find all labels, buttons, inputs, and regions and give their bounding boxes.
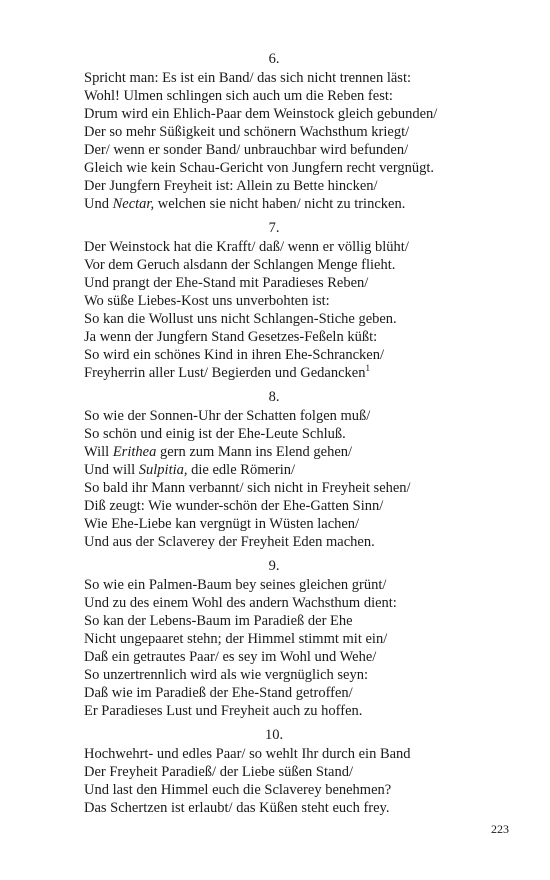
verse-line: [84, 533, 484, 551]
verse-text: Hochwehrt- und edles Paar/ so wehlt Ihr durch ein Band: [84, 746, 411, 762]
verse-text: welchen sie nicht haben/ nicht zu trincken.: [154, 196, 406, 212]
verse-text: Wo süße Liebes-Kost uns unverbohten ist:: [84, 293, 330, 309]
verse-line: [84, 141, 484, 159]
page-number: 223: [491, 822, 509, 836]
verse-line: [84, 159, 484, 177]
verse-line: [84, 461, 484, 479]
stanza: [84, 50, 484, 213]
verse-line: [84, 612, 484, 630]
verse-text: Der Freyheit Paradieß/ der Liebe süßen Stand/: [84, 764, 353, 780]
stanza-number: 10.: [264, 727, 284, 743]
verse-line: [84, 292, 484, 310]
verse-text: So wie der Sonnen-Uhr der Schatten folgen muß/: [84, 408, 371, 424]
verse-text: So kan der Lebens-Baum im Paradieß der Ehe: [84, 613, 353, 629]
stanza-number: 8.: [268, 389, 280, 405]
verse-line: [84, 745, 484, 763]
verse-text: gern zum Mann ins Elend gehen/: [156, 444, 353, 460]
verse-line: [84, 195, 484, 213]
italic-name: Erithea: [112, 444, 157, 460]
verse-text: Daß ein getrautes Paar/ es sey im Wohl und Wehe/: [84, 649, 377, 665]
verse-line: [84, 364, 484, 382]
verse-line: [84, 497, 484, 515]
italic-name: Nectar,: [112, 196, 155, 212]
verse-line: [84, 256, 484, 274]
verse-line: [84, 479, 484, 497]
stanza: [84, 726, 484, 817]
verse-text: Nicht ungepaaret stehn; der Himmel stimmt mit ein/: [84, 631, 388, 647]
verse-text: So unzertrennlich wird als wie vergnüglich seyn:: [84, 667, 369, 683]
stanza: [84, 557, 484, 720]
verse-text: Will: [84, 444, 113, 460]
verse-line: [84, 123, 484, 141]
verse-line: [84, 576, 484, 594]
verse-line: [84, 666, 484, 684]
verse-text: Der Jungfern Freyheit ist: Allein zu Bette hincken/: [84, 178, 378, 194]
verse-text: Und will: [84, 462, 139, 478]
verse-text: Der Weinstock hat die Krafft/ daß/ wenn er völlig blüht/: [84, 239, 409, 255]
verse-text: Das Schertzen ist erlaubt/ das Küßen steht euch frey.: [84, 800, 390, 816]
verse-text: Der so mehr Süßigkeit und schönern Wachsthum kriegt/: [84, 124, 410, 140]
verse-text: Ja wenn der Jungfern Stand Gesetzes-Feßeln küßt:: [84, 329, 378, 345]
stanza: [84, 219, 484, 382]
stanza-number: 7.: [268, 220, 280, 236]
verse-text: So schön und einig ist der Ehe-Leute Schluß.: [84, 426, 346, 442]
verse-text: So wie ein Palmen-Baum bey seines gleichen grünt/: [84, 577, 387, 593]
verse-line: [84, 630, 484, 648]
italic-name: Sulpitia,: [138, 462, 188, 478]
verse-line: [84, 702, 484, 720]
verse-line: [84, 515, 484, 533]
verse-text: Drum wird ein Ehlich-Paar dem Weinstock gleich gebunden/: [84, 106, 438, 122]
verse-line: [84, 69, 484, 87]
verse-line: [84, 425, 484, 443]
verse-text: Er Paradieses Lust und Freyheit auch zu hoffen.: [84, 703, 363, 719]
verse-line: [84, 799, 484, 817]
verse-text: Der/ wenn er sonder Band/ unbrauchbar wird befunden/: [84, 142, 409, 158]
verse-text: Freyherrin aller Lust/ Begierden und Gedancken: [84, 365, 366, 381]
verse-text: So wird ein schönes Kind in ihren Ehe-Schrancken/: [84, 347, 384, 363]
stanza-number: 6.: [268, 51, 280, 67]
verse-text: Und last den Himmel euch die Sclaverey benehmen?: [84, 782, 392, 798]
stanza: [84, 388, 484, 551]
verse-line: [84, 310, 484, 328]
verse-text: Wohl! Ulmen schlingen sich auch um die Reben fest:: [84, 88, 393, 104]
verse-text: Vor dem Geruch alsdann der Schlangen Menge flieht.: [84, 257, 396, 273]
verse-line: [84, 443, 484, 461]
verse-text: Diß zeugt: Wie wunder-schön der Ehe-Gatten Sinn/: [84, 498, 384, 514]
verse-text: Wie Ehe-Liebe kan vergnügt in Wüsten lachen/: [84, 516, 360, 532]
verse-line: [84, 177, 484, 195]
verse-line: [84, 594, 484, 612]
verse-line: [84, 684, 484, 702]
verse-text: die edle Römerin/: [187, 462, 296, 478]
verse-line: [84, 105, 484, 123]
verse-line: [84, 346, 484, 364]
verse-text: Und prangt der Ehe-Stand mit Paradieses Reben/: [84, 275, 369, 291]
verse-line: [84, 274, 484, 292]
verse-text: Spricht man: Es ist ein Band/ das sich nicht trennen läst:: [84, 70, 412, 86]
verse-line: [84, 407, 484, 425]
verse-line: [84, 648, 484, 666]
verse-line: [84, 238, 484, 256]
verse-text: Und zu des einem Wohl des andern Wachsthum dient:: [84, 595, 397, 611]
verse-text: Gleich wie kein Schau-Gericht von Jungfern recht vergnügt.: [84, 160, 435, 176]
stanza-number: 9.: [268, 558, 280, 574]
verse-text: Und: [84, 196, 113, 212]
verse-line: [84, 87, 484, 105]
footnote-marker: 1: [365, 363, 370, 374]
verse-line: [84, 328, 484, 346]
verse-text: So bald ihr Mann verbannt/ sich nicht in Freyheit sehen/: [84, 480, 411, 496]
verse-text: Und aus der Sclaverey der Freyheit Eden machen.: [84, 534, 375, 550]
verse-text: So kan die Wollust uns nicht Schlangen-Stiche geben.: [84, 311, 397, 327]
verse-line: [84, 763, 484, 781]
verse-line: [84, 781, 484, 799]
verse-text: Daß wie im Paradieß der Ehe-Stand getroffen/: [84, 685, 353, 701]
